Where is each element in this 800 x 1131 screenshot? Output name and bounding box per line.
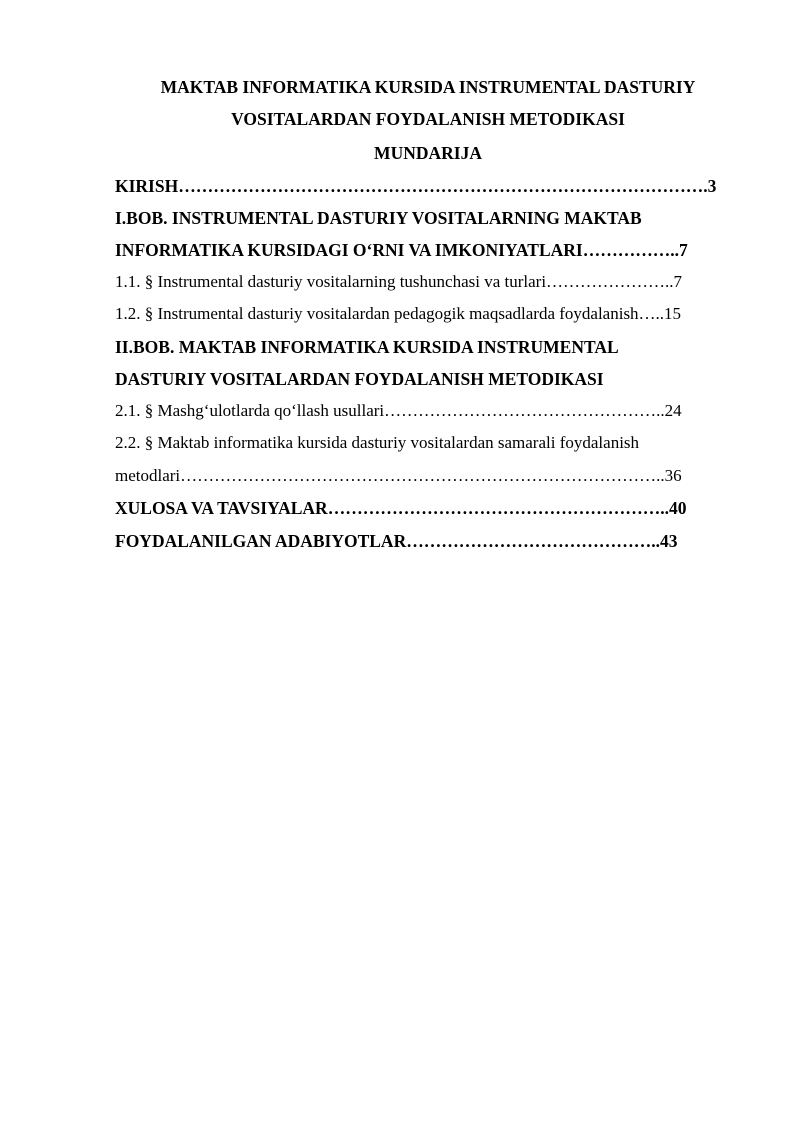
toc-entry-references: FOYDALANILGAN ADABIYOTLAR……………………………………..43 [115,531,678,551]
toc-entry-section-1-2: 1.2. § Instrumental dasturiy vositalardan pedagogik maqsadlarda foydalanish…..15 [115,304,682,323]
toc-entry-chapter-2-line-1: II.BOB. MAKTAB INFORMATIKA KURSIDA INSTRUMENTAL [115,337,619,357]
toc-entry-section-1-1: 1.1. § Instrumental dasturiy vositalarning tushunchasi va turlari…………………..7 [115,272,683,291]
toc-entry-chapter-2-line-2: DASTURIY VOSITALARDAN FOYDALANISH METODIKASI [115,369,604,389]
toc-entry-section-2-1: 2.1. § Mashg‘ulotlarda qo‘llash usullari…………………………………………..24 [115,401,682,420]
toc-entry-chapter-1-line-2: INFORMATIKA KURSIDAGI O‘RNI VA IMKONIYATLARI……………..7 [115,240,688,260]
document-title-line-1: MAKTAB INFORMATIKA KURSIDA INSTRUMENTAL DASTURIY [160,77,696,97]
toc-heading: MUNDARIJA [374,143,482,163]
toc-entry-conclusion: XULOSA VA TAVSIYALAR…………………………………………………..40 [115,498,687,518]
toc-entry-kirish: KIRISH……………………………………………………………………………….3 [115,176,717,196]
toc-entry-chapter-1-line-1: I.BOB. INSTRUMENTAL DASTURIY VOSITALARNING MAKTAB [115,208,642,228]
toc-entry-section-2-2-line-2: metodlari…………………………………………………………………………..36 [115,466,682,485]
document-title-line-2: VOSITALARDAN FOYDALANISH METODIKASI [231,109,625,129]
toc-entry-section-2-2-line-1: 2.2. § Maktab informatika kursida dasturiy vositalardan samarali foydalanish [115,433,640,452]
